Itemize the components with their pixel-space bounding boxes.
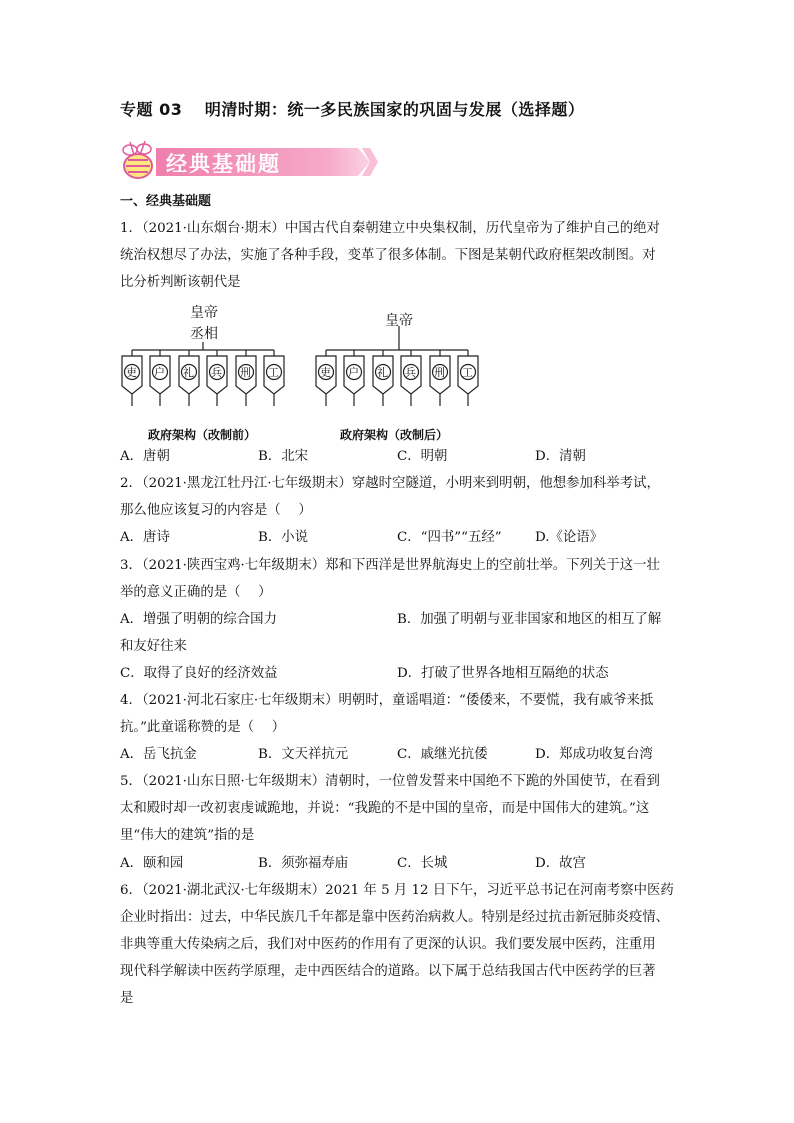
q1-option-c[interactable]: C．明朝 <box>397 449 448 464</box>
q5-option-a[interactable]: A．颐和园 <box>120 856 184 871</box>
banner-text: 经典基础题 <box>166 152 281 176</box>
q6-line-3: 非典等重大传染病之后，我们对中医药的作用有了更深的认识。我们要发展中医药，注重用 <box>120 937 656 952</box>
q2-option-a[interactable]: A．唐诗 <box>120 530 170 545</box>
diagram-before-chancellor: 丞相 <box>190 326 218 342</box>
q2-line-1: 2．（2021·黑龙江牡丹江·七年级期末）穿越时空隧道，小明来到明朝，他想参加科举考试， <box>120 476 660 491</box>
department-label-after: 兵 <box>405 366 416 379</box>
department-label-before: 刑 <box>240 366 251 379</box>
department-label-after: 礼 <box>377 366 388 379</box>
q1-line-2: 统治权想尽了办法，实施了各种手段，变革了很多体制。下图是某朝代政府框架改制图。对 <box>120 248 656 263</box>
q5-option-b[interactable]: B．须弥福寿庙 <box>258 856 349 871</box>
q3-option-b-cont: 和友好往来 <box>120 639 187 654</box>
q4-option-d[interactable]: D．郑成功收复台湾 <box>535 747 653 762</box>
q1-option-d[interactable]: D．清朝 <box>535 449 586 464</box>
diagram-after-emperor: 皇帝 <box>385 313 413 329</box>
q1-option-b[interactable]: B．北宋 <box>258 449 309 464</box>
q3-option-b[interactable]: B．加强了明朝与亚非国家和地区的相互了解 <box>397 612 662 627</box>
q1-option-a[interactable]: A．唐朝 <box>120 449 170 464</box>
q4-option-c[interactable]: C．戚继光抗倭 <box>397 747 488 762</box>
q1-line-1: 1．（2021·山东烟台·期末）中国古代自秦朝建立中央集权制，历代皇帝为了维护自己的绝对 <box>120 221 660 236</box>
q4-option-b[interactable]: B．文天祥抗元 <box>258 747 349 762</box>
q5-line-2: 太和殿时却一改初衷虔诚跪地，并说：“我跪的不是中国的皇帝，而是中国伟大的建筑。”这 <box>120 801 650 816</box>
department-label-before: 工 <box>268 366 279 379</box>
department-label-after: 刑 <box>434 366 445 379</box>
q5-option-c[interactable]: C．长城 <box>397 856 448 871</box>
q6-line-1: 6．（2021·湖北武汉·七年级期末）2021 年 5 月 12 日下午，习近平总书记在河南考察中医药 <box>120 883 674 898</box>
q2-option-d[interactable]: D.《论语》 <box>535 530 604 545</box>
bee-icon <box>123 141 152 178</box>
q5-line-3: 里“伟大的建筑”指的是 <box>120 828 255 843</box>
q3-line-2: 举的意义正确的是（ ） <box>120 585 272 600</box>
department-label-before: 礼 <box>183 366 194 379</box>
q3-option-a[interactable]: A．增强了明朝的综合国力 <box>120 612 277 627</box>
q4-line-2: 抗。”此童谣称赞的是（ ） <box>120 720 286 735</box>
department-label-before: 户 <box>154 366 165 379</box>
q5-line-1: 5．（2021·山东日照·七年级期末）清朝时，一位曾发誓来中国绝不下跪的外国使节，在看到 <box>120 774 660 789</box>
q6-line-2: 企业时指出：过去，中华民族几千年都是靠中医药治病救人。特别是经过抗击新冠肺炎疫情、 <box>120 910 670 925</box>
page-title: 专题 03 明清时期：统一多民族国家的巩固与发展（选择题） <box>120 100 585 119</box>
q4-line-1: 4．（2021·河北石家庄·七年级期末）明朝时，童谣唱道：“倭倭来，不要慌，我有戚爷来抵 <box>120 693 654 708</box>
q2-line-2: 那么他应该复习的内容是（ ） <box>120 503 312 518</box>
q3-option-d[interactable]: D．打破了世界各地相互隔绝的状态 <box>397 666 609 681</box>
department-label-after: 户 <box>348 366 359 379</box>
diagram-before-emperor: 皇帝 <box>190 305 218 321</box>
q2-option-c[interactable]: C．“四书”“五经” <box>397 530 502 545</box>
q5-option-d[interactable]: D．故宫 <box>535 856 586 871</box>
department-label-before: 兵 <box>211 366 222 379</box>
q6-line-5: 是 <box>120 991 134 1006</box>
diagram-before-caption: 政府架构（改制前） <box>148 428 257 442</box>
section-heading: 一、经典基础题 <box>120 194 212 209</box>
department-label-before: 吏 <box>126 366 137 379</box>
department-label-after: 工 <box>462 366 473 379</box>
department-label-after: 吏 <box>320 366 331 379</box>
q3-line-1: 3．（2021·陕西宝鸡·七年级期末）郑和下西洋是世界航海史上的空前壮举。下列关于这一壮 <box>120 558 660 573</box>
q2-option-b[interactable]: B．小说 <box>258 530 309 545</box>
diagram-after-caption: 政府架构（改制后） <box>340 428 449 442</box>
q6-line-4: 现代科学解读中医药学原理，走中西医结合的道路。以下属于总结我国古代中医药学的巨著 <box>120 964 656 979</box>
q3-option-c[interactable]: C．取得了良好的经济效益 <box>120 666 278 681</box>
q4-option-a[interactable]: A．岳飞抗金 <box>120 747 197 762</box>
q1-line-3: 比分析判断该朝代是 <box>120 275 241 290</box>
